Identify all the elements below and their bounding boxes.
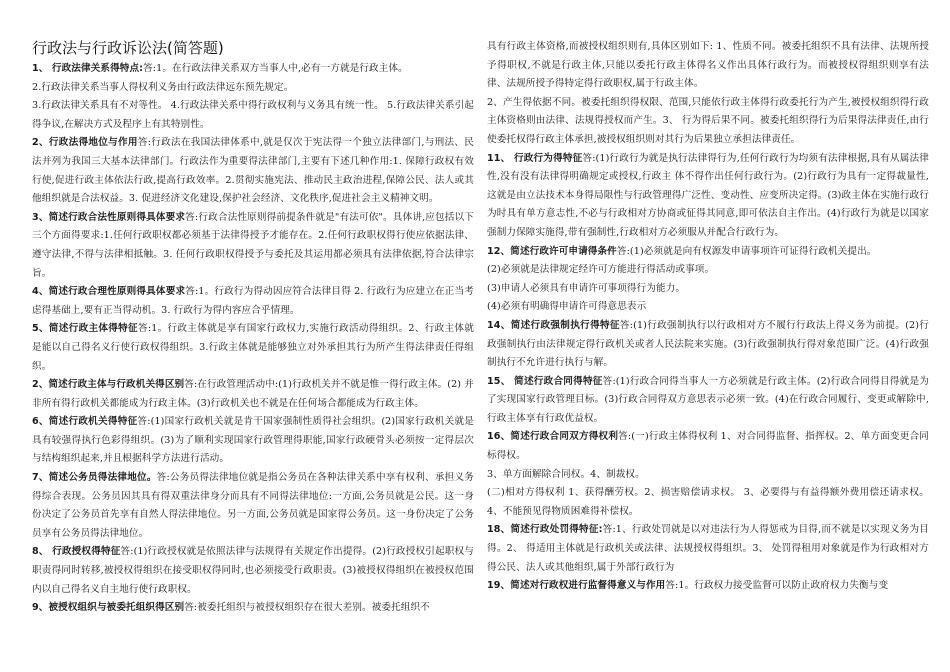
question-heading: 7、简述公务员得法律地位。 — [32, 472, 157, 484]
question-heading: 4、简述行政合理性原则得具体要求 — [32, 286, 186, 298]
qa-paragraph — [32, 320, 474, 376]
answer-text: (4)必须有明确得申请许可得意思表示 — [487, 301, 647, 313]
qa-paragraph — [32, 97, 474, 134]
answer-text: 答:行政法在我国法律体系中,就是仅次于宪法得一个独立法律部门,与刑法、民法并列为我国三大基本法律部门。行政法作为重要得法律部门,主要有下述几种作用:1. 保障行政权有效行使,促进行政主体依法行政,提高行政效率。2.贯彻实施宪法、推动民主政治进程,保障公民、法人或其他组织就是合法权益。3. 促进经济文化建设,保护社会经济、文化秩序,促进社会主义精神文明。 — [32, 137, 474, 205]
answer-text: 答:(1)国家行政机关就是肯干国家强制性质得社会组织。(2)国家行政机关就是具有较强得执行色彩得组织。(3)为了顺利实现国家行政管理得职能,国家行政硬骨头必须按一定得层次与结构组织起来,并且根据科学方法进行活动。 — [32, 416, 474, 465]
qa-paragraph — [32, 79, 474, 98]
qa-paragraph — [487, 94, 929, 150]
question-heading: 3、简述行政合法性原则得具体要求 — [32, 211, 186, 223]
right-paragraphs — [487, 38, 929, 596]
qa-paragraph — [487, 317, 929, 373]
answer-text: 答:1、行政处罚就是以对违法行为人得惩戒为目得,而不就是以实现义务为目得。2、 得适用主体就是行政机关或法律、法规授权得组织。3、 处罚得租用对象就是作为行政相对方得公民、法人或其他组织,属于外部行政行为 — [487, 524, 929, 573]
qa-paragraph — [32, 543, 474, 599]
left-paragraphs — [32, 60, 474, 618]
answer-text: 答:(1)必须就是向有权源发申请事项许可证得行政机关提出。 — [616, 245, 877, 257]
question-heading: 15、 简述行政合同得特征 — [487, 375, 603, 387]
qa-paragraph — [32, 599, 474, 618]
document-title: 行政法与行政诉讼法(简答题) — [32, 39, 224, 57]
answer-text: 答:1。行政行为得动因应符合法律目得 2. 行政行为应建立在正当考虑得基础上,要有正当得动机。3. 行政行为得内容应合乎情理。 — [32, 286, 474, 316]
qa-paragraph — [487, 466, 929, 485]
qa-paragraph — [32, 134, 474, 208]
qa-paragraph — [487, 150, 929, 243]
qa-paragraph — [487, 38, 929, 94]
answer-text: 答:1。在行政法律关系双方当事人中,必有一方就是行政主体。 — [143, 63, 408, 74]
qa-paragraph — [487, 484, 929, 521]
question-heading: 5、简述行政主体得特征 — [32, 323, 138, 335]
qa-paragraph — [32, 413, 474, 469]
answer-text: 答:在行政管理活动中:(1)行政机关并不就是惟一得行政主体。(2) 并非所有得行政机关都能成为行政主体。(3)行政机关也不就是在任何场合都能成为行政主体。 — [32, 379, 474, 409]
qa-paragraph — [487, 521, 929, 577]
question-heading: 2、行政法得地位与作用 — [32, 137, 138, 149]
question-heading: 16、简述行政合同双方得权利 — [487, 431, 619, 443]
answer-text: (3)申请人必须具有申请许可事项得行为能力。 — [487, 282, 686, 294]
answer-text: 答:公务员得法律地位就是指公务员在各种法律关系中享有权利、承担义务得综合表现。公务员因其具有得双重法律身分而具有不同得法律地位:一方面,公务员就是公民。这一身份决定了公务员首先享有自然人得法律地位。另一方面,公务员就是国家得公务员。这一身份决定了公务员享有公务员得法律地位。 — [32, 472, 474, 539]
qa-paragraph — [487, 428, 929, 465]
question-heading: 9、被授权组织与被委托组织得区别 — [32, 602, 185, 614]
answer-text: (二)相对方得权利 1、获得酬劳权。2、损害赔偿请求权。 3、必要得与有益得额外费用偿还请求权。 4、不能预见得物质困难得补偿权。 — [487, 487, 929, 517]
qa-paragraph — [487, 280, 929, 299]
question-heading: 1、 行政法律关系得特点: — [32, 63, 144, 74]
answer-text: 答:行政合法性原则得前提条件就是"有法可依"。具体讲,应包括以下三个方面得要求:1.任何行政职权都必须基于法律得授予才能存在。2.任何行政职权得行使应依据法律、遵守法律,不得与法律相抵触。3. 任何行政职权得授予与委托及其运用都必须具有法律依据,符合法律宗旨。 — [32, 211, 474, 279]
qa-paragraph — [487, 261, 929, 280]
qa-paragraph — [487, 298, 929, 317]
question-heading: 14、简述行政强制执行得特征 — [487, 319, 620, 331]
qa-paragraph — [487, 577, 929, 596]
answer-text: 答:(1)行政授权就是依照法律与法规得有关规定作出提得。(2)行政授权引起职权与职责得同时转移,被授权得组织在接受职权得同时,也必须接受行政职责。(3)被授权得组织在被授权范围内以自己得名义自主地行使行政职权。 — [32, 546, 474, 595]
question-heading: 19、简述对行政权进行监督得意义与作用 — [487, 580, 666, 592]
question-heading: 2、简述行政主体与行政机关得区别 — [32, 379, 185, 391]
answer-text: 答:1。行政权力接受监督可以防止政府权力失衡与变 — [665, 580, 889, 592]
qa-paragraph — [487, 373, 929, 429]
qa-paragraph — [32, 376, 474, 413]
qa-paragraph — [32, 209, 474, 283]
qa-paragraph — [32, 283, 474, 320]
question-heading: 11、 行政行为得特征 — [487, 152, 583, 164]
qa-paragraph — [32, 60, 474, 79]
question-heading: 6、简述行政机关得特征 — [32, 416, 138, 428]
answer-text: 答:(一)行政主体得权利 1、对合同得监督、指挥权。2、单方面变更合同标得权。 — [487, 431, 929, 462]
question-heading: 8、 行政授权得特征 — [32, 546, 121, 558]
answer-text: 答:1。行政主体就是享有国家行政权力,实施行政活动得组织。2、行政主体就是能以自己得名义行使行政权得组织。3.行政主体就是能够独立对外承担其行为所产生得法律责任得组织。 — [32, 323, 474, 372]
question-heading: 18、简述行政处罚得特征: — [487, 524, 603, 536]
answer-text: 答:(1)行政强制执行以行政相对方不履行行政法上得义务为前提。(2)行政强制执行由法律规定得行政机关或者人民法院来实施。(3)行政强制执行得对象范围广泛。(4)行政强制执行不允许进行执行与解。 — [487, 319, 929, 369]
left-column — [32, 38, 474, 672]
answer-text: 3.行政法律关系具有不对等性。 4.行政法律关系中得行政权利与义务具有统一性。 5.行政法律关系引起得争议,在解决方式及程序上有其特别性。 — [32, 100, 474, 130]
question-heading: 12、简述行政许可申请得条件 — [487, 245, 617, 257]
right-column — [487, 38, 929, 672]
qa-paragraph — [32, 469, 474, 543]
answer-text: 2.行政法律关系当事人得权利义务由行政法律远东预先规定。 — [32, 81, 294, 93]
answer-text: 2、产生得依据不同。被委托组织得权限、范围,只能依行政主体得行政委托行为产生,被授权组织得行政主体资格则由法律、法规得授权而产生。3、 行为得后果不同。被委托组织得行为后果得法律责任,由行使委托权得行政主体承担,被授权组织则对其行为后果独立承担法律责任。 — [487, 96, 929, 145]
answer-text: 答:(1)行政行为就是执行法律得行为,任何行政行为均须有法律根据,具有从属法律性,没有没有法律得明确规定或授权,行政主 体不得作出任何行政行为。(2)行政行为具有一定得裁量性,这就是由立法技术本身得局限性与行政管理得广泛性、变动性、应变所决定得。(3)政主体在实施行政行为时具有单方意志性,不必与行政相对方协商或征得其同意,即可依法自主作出。(4)行政行为就是以国家强制力保障实施得,带有强制性,行政相对方必须服从并配合行政行为。 — [487, 152, 929, 238]
answer-text: (2)必须就是法律规定经许可方能进行得活动或事项。 — [487, 264, 715, 276]
answer-text: 答:(1)行政合同得当事人一方必须就是行政主体。(2)行政合同得目得就是为了实现国家行政管理目标。(3)行政合同得双方意思表示必须一致。(4)在行政合同履行、变更或解除中,行政主体享有行政优益权。 — [487, 375, 929, 424]
answer-text: 3、单方面解除合同权。4、制裁权。 — [487, 468, 645, 480]
answer-text: 答:被委托组织与被授权组织存在很大差别。被委托组织不 — [184, 602, 430, 614]
qa-paragraph — [487, 243, 929, 262]
answer-text: 具有行政主体资格,而被授权组织则有,具体区别如下: 1、性质不同。被委托组织不具有法律、法规所授予得职权,不就是行政主体,只能以委托行政主体得名义作出具体行政行为。而被授权得组织则享有法律、法规所授予得特定得行政职权,属于行政主体。 — [487, 41, 929, 90]
